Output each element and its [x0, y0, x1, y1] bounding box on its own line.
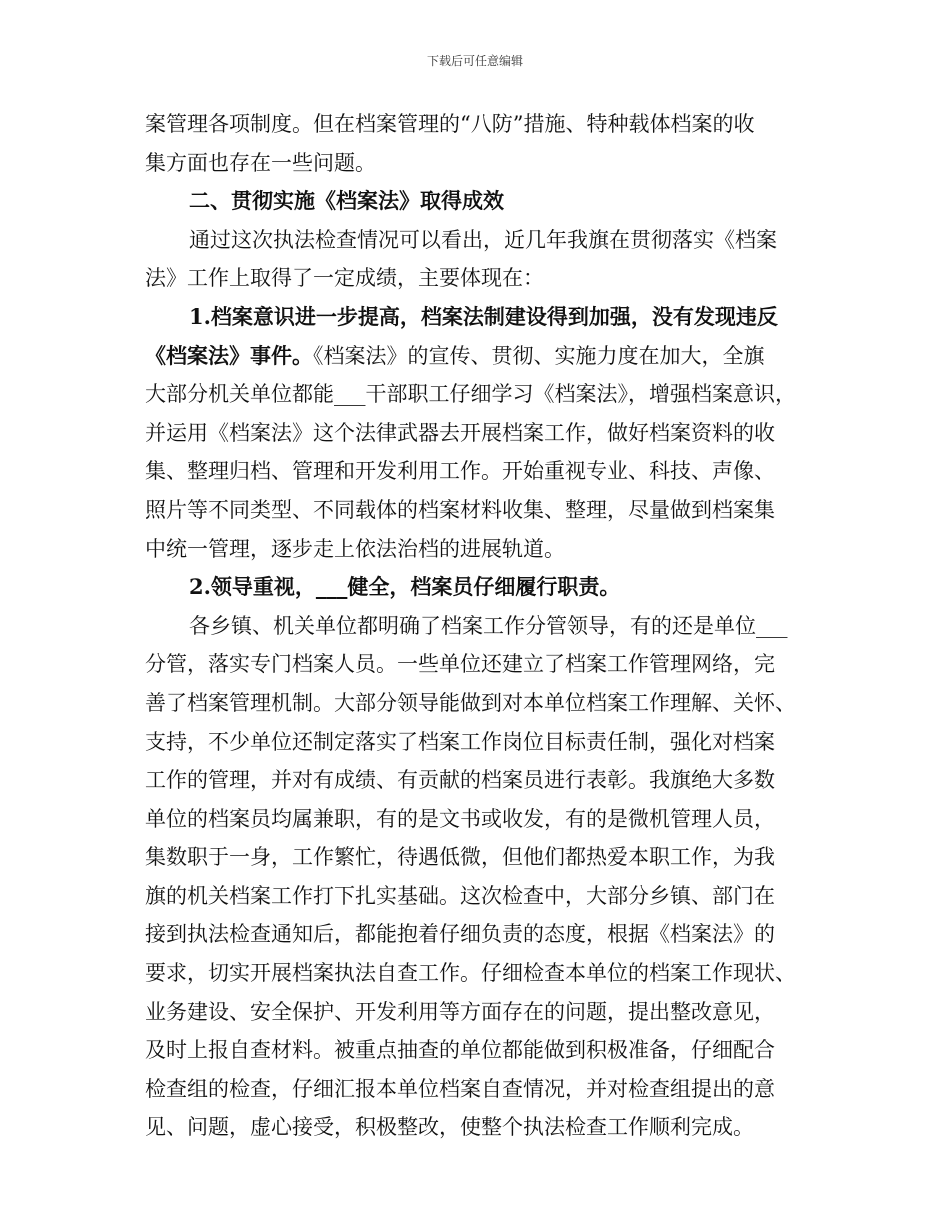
paragraph-line: 业务建设、安全保护、开发利用等方面存在的问题，提出整改意见， — [145, 999, 775, 1024]
paragraph-line: 集数职于一身，工作繁忙，待遇低微，但他们都热爱本职工作，为我 — [145, 845, 775, 870]
paragraph-text: 《档案法》的宣传、贯彻、实施力度在加大，全旗 — [313, 343, 765, 368]
paragraph-line: 见、问题，虚心接受，积极整改，使整个执法检查工作顺利完成。 — [145, 1115, 754, 1140]
paragraph-line: 要求，切实开展档案执法自查工作。仔细检查本单位的档案工作现状、 — [145, 961, 796, 986]
paragraph-line: 及时上报自查材料。被重点抽查的单位都能做到积极准备，仔细配合 — [145, 1038, 775, 1063]
paragraph-line: 单位的档案员均属兼职，有的是文书或收发，有的是微机管理人员， — [145, 806, 775, 831]
page-header: 下载后可任意编辑 — [426, 54, 523, 68]
paragraph-line: 支持，不少单位还制定落实了档案工作岗位目标责任制，强化对档案 — [145, 729, 775, 754]
paragraph-line: 善了档案管理机制。大部分领导能做到对本单位档案工作理解、关怀、 — [145, 690, 796, 715]
paragraph-line: 法》工作上取得了一定成绩，主要体现在： — [145, 266, 544, 291]
paragraph-line: 并运用《档案法》这个法律武器去开展档案工作，做好档案资料的收 — [145, 420, 775, 445]
subheading-1-end: 《档案法》事件。 — [145, 342, 313, 368]
paragraph-line: 分管，落实专门档案人员。一些单位还建立了档案工作管理网络，完 — [145, 652, 775, 677]
paragraph-line: 各乡镇、机关单位都明确了档案工作分管领导，有的还是单位___ — [189, 613, 788, 638]
paragraph-line: 旗的机关档案工作打下扎实基础。这次检查中，大部分乡镇、部门在 — [145, 883, 775, 908]
document-body — [145, 105, 815, 1147]
paragraph-line: 集方面也存在一些问题。 — [145, 150, 376, 175]
paragraph-line: 工作的管理，并对有成绩、有贡献的档案员进行表彰。我旗绝大多数 — [145, 768, 775, 793]
paragraph-line: 大部分机关单位都能___干部职工仔细学习《档案法》，增强档案意识， — [145, 382, 796, 407]
paragraph-line: 照片等不同类型、不同载体的档案材料收集、整理，尽量做到档案集 — [145, 497, 775, 522]
section-heading: 二、贯彻实施《档案法》取得成效 — [189, 188, 504, 214]
paragraph-line: 集、整理归档、管理和开发利用工作。开始重视专业、科技、声像、 — [145, 459, 775, 484]
subheading-1: 1.档案意识进一步提高，档案法制建设得到加强，没有发现违反 — [189, 303, 778, 329]
paragraph-line: 接到执法检查通知后，都能抱着仔细负责的态度，根据《档案法》的 — [145, 922, 775, 947]
paragraph-line — [145, 337, 815, 376]
paragraph-line: 案管理各项制度。但在档案管理的“八防”措施、特种载体档案的收 — [145, 112, 755, 136]
paragraph-line: 中统一管理，逐步走上依法治档的进展轨道。 — [145, 536, 565, 561]
paragraph-line: 检查组的检查，仔细汇报本单位档案自查情况，并对检查组提出的意 — [145, 1076, 775, 1101]
paragraph-line: 通过这次执法检查情况可以看出，近几年我旗在贯彻落实《档案 — [189, 227, 777, 252]
subheading-2: 2.领导重视，___健全，档案员仔细履行职责。 — [189, 574, 621, 600]
